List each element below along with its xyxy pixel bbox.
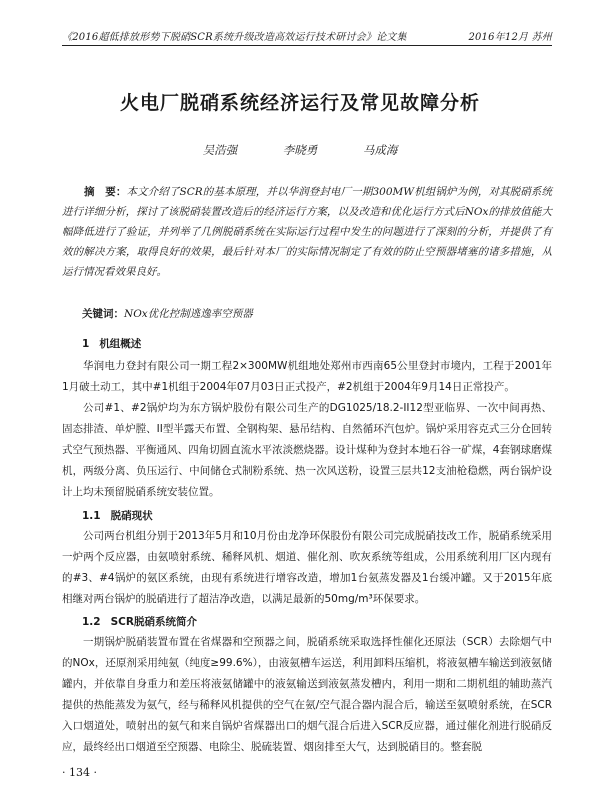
header-date-location: 2016年12月 苏州	[468, 32, 552, 43]
author-name: 马成海	[362, 143, 398, 157]
keywords	[82, 306, 253, 321]
paper-title: 火电厂脱硝系统经济运行及常见故障分析	[119, 92, 480, 114]
abstract	[62, 182, 552, 282]
section-title: SCR脱硝系统简介	[110, 616, 197, 628]
section-title: 脱硝现状	[110, 510, 153, 522]
author-name: 李晓勇	[282, 143, 318, 157]
author-list	[0, 142, 600, 158]
section-heading	[82, 508, 153, 523]
paragraph: 公司两台机组分别于2013年5月和10月份由龙净环保股份有限公司完成脱硝技改工作，脱硝系统采用一炉两个反应器，由氨喷射系统、稀释风机、烟道、催化剂、吹灰系统等组成，公用系统利用厂区内现有的#3、#4锅炉的氨区系统，由现有系统进行增容改造，增加1台氨蒸发器及1台缓冲罐。又于2015年底相继对两台锅炉的脱硝进行了超洁净改造，以满足最新的50mg/m³环保要求。	[62, 530, 552, 605]
abstract-label: 摘 要：	[84, 186, 127, 198]
author-name: 吴浩强	[202, 143, 238, 157]
running-header	[62, 28, 552, 46]
section-number: 1.2	[82, 616, 101, 628]
paragraph: 公司#1、#2锅炉均为东方锅炉股份有限公司生产的DG1025/18.2-II12型亚临界、一次中间再热、固态排渣、单炉膛、II型半露天布置、全钢构架、悬吊结构、自然循环汽包炉。锅炉采用容克式三分仓回转式空气预热器、平衡通风、四角切圆直流水平浓淡燃烧器。设计煤种为登封本地石谷一矿煤，4套钢球磨煤机，两级分离、负压运行、中间储仓式制粉系统、热一次风送粉，设置三层共12支油枪稳燃，两台锅炉设计上均未预留脱硝系统安装位置。	[62, 402, 552, 498]
section-title: 机组概述	[99, 338, 142, 350]
header-proceedings-title: 《2016超低排放形势下脱硝SCR系统升级改造高效运行技术研讨会》论文集	[62, 32, 407, 43]
page-number: · 134 ·	[62, 766, 97, 779]
section-number: 1.1	[82, 510, 101, 522]
section-number: 1	[82, 338, 90, 350]
keywords-text: NOx优化控制逃逸率空预器	[124, 308, 253, 320]
paragraph: 华润电力登封有限公司一期工程2×300MW机组地处郑州市西南65公里登封市境内，工程于2001年1月破土动工，其中#1机组于2004年07月03日正式投产，#2机组于2004年9月14日正常投产。	[62, 360, 552, 393]
keywords-label: 关键词：	[82, 308, 124, 320]
section-heading	[82, 614, 197, 629]
section-heading	[82, 336, 141, 351]
abstract-text: 本文介绍了SCR的基本原理，并以华润登封电厂一期300MW机组锅炉为例，对其脱硝系统进行详细分析，探讨了该脱硝装置改造后的经济运行方案，以及改造和优化运行方式后NOx的排放值能大幅降低进行了验证，并列举了几例脱硝系统在实际运行过程中发生的问题进行了深刻的分析，并提供了有效的解决方案，取得良好的效果，最后针对本厂的实际情况制定了有效的防止空预器堵塞的诸多措施，从运行情况看效果良好。	[62, 186, 553, 278]
paragraph: 一期锅炉脱硝装置布置在省煤器和空预器之间，脱硝系统采取选择性催化还原法（SCR）去除烟气中的NOx，还原剂采用纯氨（纯度≥99.6%），由液氨槽车运送，利用卸料压缩机，将液氨槽车输送到液氨储罐内，并依靠自身重力和差压将液氨储罐中的液氨输送到液氨蒸发槽内，利用一期和二期机组的辅助蒸汽提供的热能蒸发为氨气，经与稀释风机提供的空气在氨/空气混合器内混合后，输送至氨喷射系统，在SCR入口烟道处，喷射出的氨气和来自锅炉省煤器出口的烟气混合后进入SCR反应器，通过催化剂进行脱硝反应，最终经出口烟道至空预器、电除尘、脱硫装置、烟囱排至大气，达到脱硝目的。整套脱	[62, 636, 552, 753]
